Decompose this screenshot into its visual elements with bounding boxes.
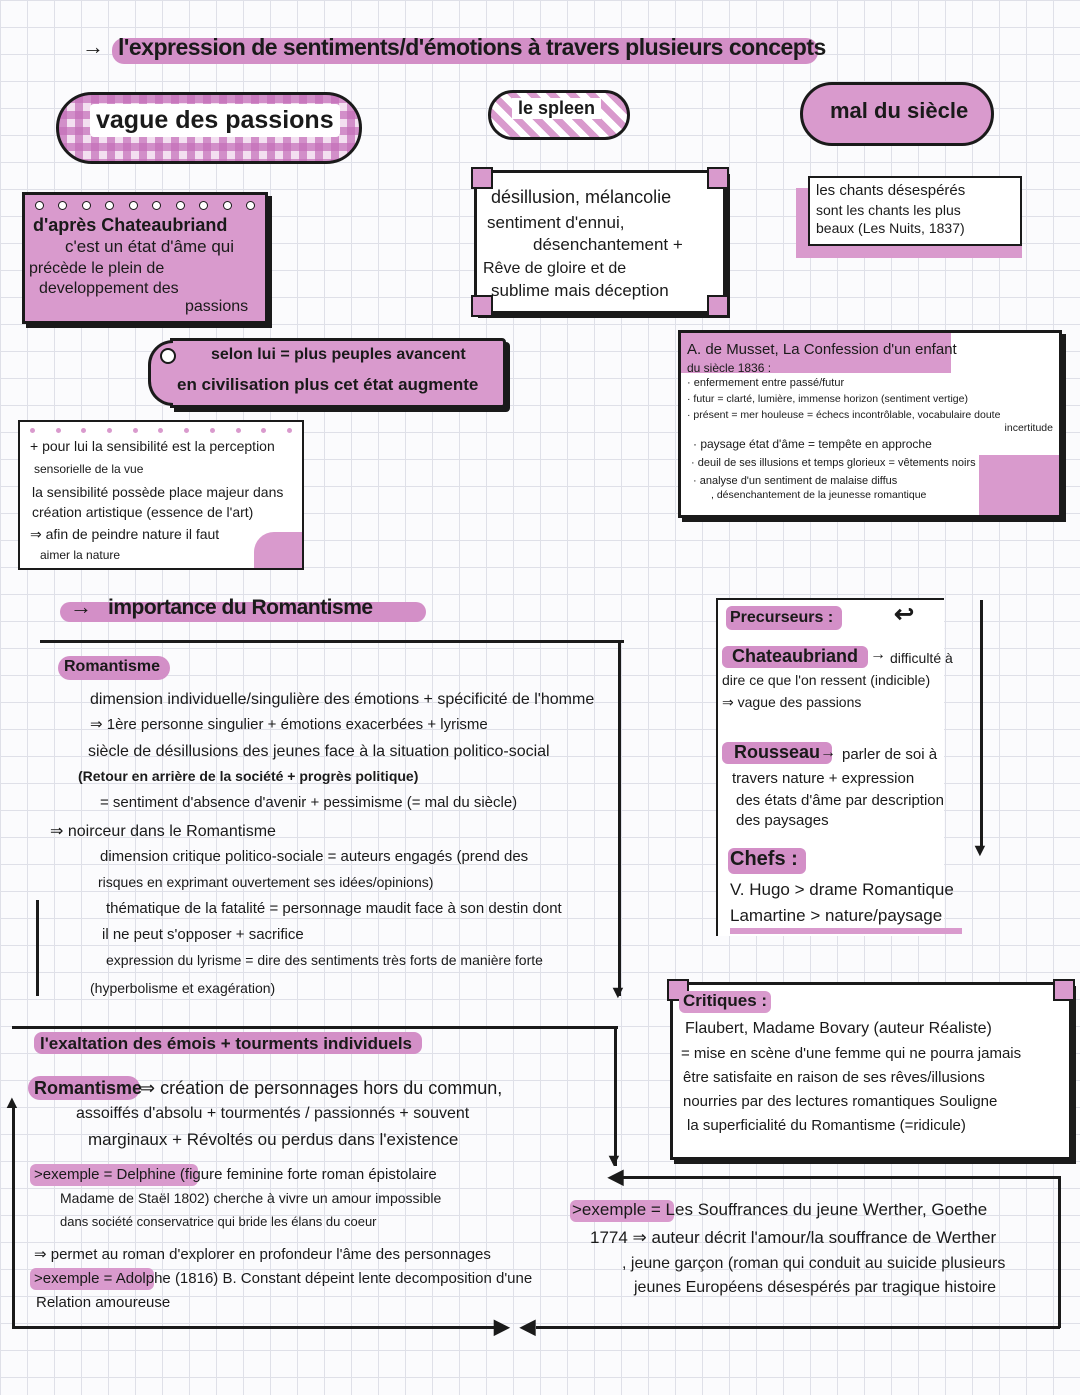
critiques-box <box>670 982 1072 1160</box>
romantisme-label: Romantisme <box>64 658 161 675</box>
rousseau-line-3: des états d'âme par description <box>736 792 944 809</box>
chateaubriand-line-5: passions <box>185 298 249 315</box>
werther-line-2: 1774 ⇒ auteur décrit l'amour/la souffrance de Werther <box>590 1228 997 1247</box>
s2-line-5: = sentiment d'absence d'avenir + pessimisme (= mal du siècle) <box>100 794 518 811</box>
section3-top-line <box>12 1026 618 1029</box>
s3-line-5: Madame de Staël 1802) cherche à vivre un amour impossible <box>60 1190 442 1206</box>
critiques-corner-tr <box>1053 979 1075 1001</box>
spleen-box <box>474 170 726 314</box>
s3-line-4: >exemple = Delphine (figure feminine forte roman épistolaire <box>34 1166 437 1183</box>
header-arrow-icon: → <box>82 34 104 59</box>
rousseau-line-2: travers nature + expression <box>732 770 915 787</box>
musset-line-10: , désenchantement de la jeunesse romantique <box>711 489 927 501</box>
werther-bottom-line <box>536 1326 1060 1329</box>
concept-spleen-text: le spleen <box>518 98 596 118</box>
s3-line-6: dans société conservatrice qui bride les élans du coeur <box>60 1214 377 1229</box>
critiques-line-4: nourries par des lectures romantiques Souligne <box>683 1093 998 1110</box>
section2-down-arrow-icon: ▼ <box>609 982 627 1002</box>
werther-line-1: >exemple = Les Souffrances du jeune Werther, Goethe <box>572 1200 988 1219</box>
chateaubriand-line-2: c'est un état d'âme qui <box>65 237 235 256</box>
s3-line-1: ⇒ création de personnages hors du commun, <box>140 1078 503 1098</box>
sensibilite-line-5: ⇒ afin de peindre nature il faut <box>30 526 220 542</box>
chefs-title: Chefs : <box>730 848 798 870</box>
chef-2-underline <box>730 928 962 934</box>
corner-tl <box>471 167 493 189</box>
s2-line-11: expression du lyrisme = dire des sentiments très forts de manière forte <box>106 952 543 968</box>
chef-2: Lamartine > nature/paysage <box>730 906 943 925</box>
rousseau-line-1: parler de soi à <box>842 746 938 763</box>
werther-top-arrow-icon: ◀ <box>608 1166 624 1188</box>
spleen-line-2: sentiment d'ennui, <box>487 213 625 232</box>
section3-up-arrow-icon: ▲ <box>3 1092 21 1112</box>
critiques-line-3: être satisfaite en raison de ses rêves/illusions <box>683 1069 985 1086</box>
musset-line-4: · futur = clarté, lumière, immense horizon (sentiment vertige) <box>687 393 968 405</box>
critiques-title: Critiques : <box>683 991 768 1010</box>
mal-line-3: beaux (Les Nuits, 1837) <box>816 220 965 236</box>
sensibilite-line-1: + pour lui la sensibilité est la perception <box>30 438 275 454</box>
chateau-line-2: dire ce que l'on ressent (indicible) <box>722 672 931 688</box>
musset-line-2: du siècle 1836 : <box>687 361 772 375</box>
musset-line-7: · paysage état d'âme = tempête en approche <box>693 437 932 451</box>
musset-line-8: · deuil de ses illusions et temps glorieux = vêtements noirs <box>691 457 976 469</box>
chateau-line-3: ⇒ vague des passions <box>722 694 862 710</box>
section2-left-line <box>36 900 39 996</box>
corner-tr <box>707 167 729 189</box>
section3-left-line <box>12 1104 15 1326</box>
chateaubriand-box <box>22 192 268 324</box>
mal-line-2: sont les chants les plus <box>816 202 961 218</box>
chateau-line-1: difficulté à <box>890 650 953 666</box>
concept-spleen-label <box>512 98 601 119</box>
section2-right-line <box>618 640 621 996</box>
sensibilite-line-2: sensorielle de la vue <box>34 462 144 476</box>
s3-line-9: Relation amoureuse <box>36 1294 171 1311</box>
werther-line-3: , jeune garçon (roman qui conduit au suicide plusieurs <box>622 1255 1006 1272</box>
spleen-line-4: Rêve de gloire et de <box>483 260 627 277</box>
sensibilite-box <box>18 420 304 570</box>
s3-line-8: >exemple = Adolphe (1816) B. Constant dépeint lente decomposition d'une <box>34 1270 533 1287</box>
s2-line-2: ⇒ 1ère personne singulier + émotions exacerbées + lyrisme <box>90 716 488 733</box>
s2-line-12: (hyperbolisme et exagération) <box>90 980 276 996</box>
romantisme2-label: Romantisme <box>34 1078 143 1098</box>
page-title: l'expression de sentiments/d'émotions à travers plusieurs concepts <box>118 34 826 60</box>
box-dots <box>30 428 292 433</box>
concept-vague-text: vague des passions <box>96 106 334 134</box>
precurseurs-down-arrow-icon: ▼ <box>971 840 989 860</box>
section2-top-line <box>40 640 624 643</box>
tag-line-2: en civilisation plus cet état augmente <box>177 375 479 394</box>
precurseurs-right-line <box>980 600 983 850</box>
s2-line-10: il ne peut s'opposer + sacrifice <box>102 926 304 943</box>
rousseau-arrow-icon: → <box>820 744 836 761</box>
section3-down-arrow-icon: ▼ <box>605 1150 623 1170</box>
musset-line-9: · analyse d'un sentiment de malaise diffus <box>693 475 898 487</box>
musset-line-1: A. de Musset, La Confession d'un enfant <box>687 341 957 358</box>
critiques-line-5: la superficialité du Romantisme (=ridicule) <box>687 1117 966 1134</box>
corner-br <box>707 295 729 317</box>
sensibilite-corner-blob <box>254 532 302 568</box>
chef-1: V. Hugo > drame Romantique <box>730 880 954 899</box>
chateau-arrow-icon: → <box>870 646 886 663</box>
sensibilite-line-6: aimer la nature <box>40 548 121 562</box>
s3-line-7: ⇒ permet au roman d'explorer en profondeur l'âme des personnages <box>34 1246 491 1263</box>
concept-vague-label <box>90 104 340 137</box>
s2-line-7: dimension critique politico-sociale = auteurs engagés (prend des <box>100 848 529 865</box>
critiques-line-1: Flaubert, Madame Bovary (auteur Réaliste) <box>685 1020 992 1037</box>
section3-bottom-arrow-icon: ▶ <box>494 1316 510 1338</box>
section2-title: importance du Romantisme <box>108 596 373 619</box>
spleen-line-1: désillusion, mélancolie <box>491 187 672 207</box>
selon-lui-tag <box>170 338 506 408</box>
werther-line-4: jeunes Européens désespérés par tragique histoire <box>634 1279 997 1296</box>
section3-title: l'exaltation des émois + tourments individuels <box>40 1034 412 1053</box>
chateaubriand-line-3: précède le plein de <box>29 260 165 277</box>
spleen-line-3: désenchantement + <box>533 235 683 254</box>
s2-line-3: siècle de désillusions des jeunes face à la situation politico-social <box>88 743 550 760</box>
rousseau-name: Rousseau <box>734 742 821 762</box>
tag-line-1: selon lui = plus peuples avancent <box>211 346 466 363</box>
concept-mal-text: mal du siècle <box>830 98 969 123</box>
critiques-line-2: = mise en scène d'une femme qui ne pourra jamais <box>681 1045 1022 1062</box>
mal-box <box>808 176 1022 246</box>
s2-line-6: ⇒ noirceur dans le Romantisme <box>50 823 276 840</box>
s2-line-1: dimension individuelle/singulière des émotions + spécificité de l'homme <box>90 691 595 708</box>
section3-right-line <box>614 1026 617 1166</box>
precurseurs-back-arrow-icon: ↩ <box>894 601 915 628</box>
section3-bottom-line <box>12 1326 506 1329</box>
chateaubriand-line-1: d'après Chateaubriand <box>33 215 228 235</box>
sensibilite-line-3: la sensibilité possède place majeur dans <box>32 484 284 500</box>
musset-shade-bottom <box>979 455 1059 515</box>
section2-arrow-icon: → <box>70 594 92 619</box>
chateaubriand-line-4: developpement des <box>39 280 179 297</box>
musset-line-3: · enfermement entre passé/futur <box>687 377 845 389</box>
s2-line-8: risques en exprimant ouvertement ses idées/opinions) <box>98 874 434 890</box>
box-rings <box>35 201 255 210</box>
werther-top-line <box>622 1176 1060 1179</box>
musset-box <box>678 330 1062 518</box>
corner-bl <box>471 295 493 317</box>
mal-line-1: les chants désespérés <box>816 182 966 199</box>
werther-right-line <box>1058 1176 1061 1328</box>
tag-ring-icon <box>160 348 176 364</box>
s3-line-2: assoiffés d'absolu + tourmentés / passionnés + souvent <box>76 1105 470 1122</box>
chateau-name: Chateaubriand <box>732 646 859 666</box>
rousseau-line-4: des paysages <box>736 812 829 829</box>
s2-line-9: thématique de la fatalité = personnage maudit face à son destin dont <box>106 900 562 917</box>
precurseurs-title: Precurseurs : <box>730 609 834 626</box>
musset-line-6: incertitude <box>1004 422 1053 434</box>
sensibilite-line-4: création artistique (essence de l'art) <box>32 504 254 520</box>
musset-line-5: · présent = mer houleuse = échecs incontrôlable, vocabulaire doute <box>687 409 1001 421</box>
werther-left-arrow-icon: ◀ <box>520 1316 536 1338</box>
spleen-line-5: sublime mais déception <box>491 281 669 300</box>
s3-line-3: marginaux + Révoltés ou perdus dans l'existence <box>88 1130 459 1149</box>
s2-line-4: (Retour en arrière de la société + progrès politique) <box>78 768 419 784</box>
